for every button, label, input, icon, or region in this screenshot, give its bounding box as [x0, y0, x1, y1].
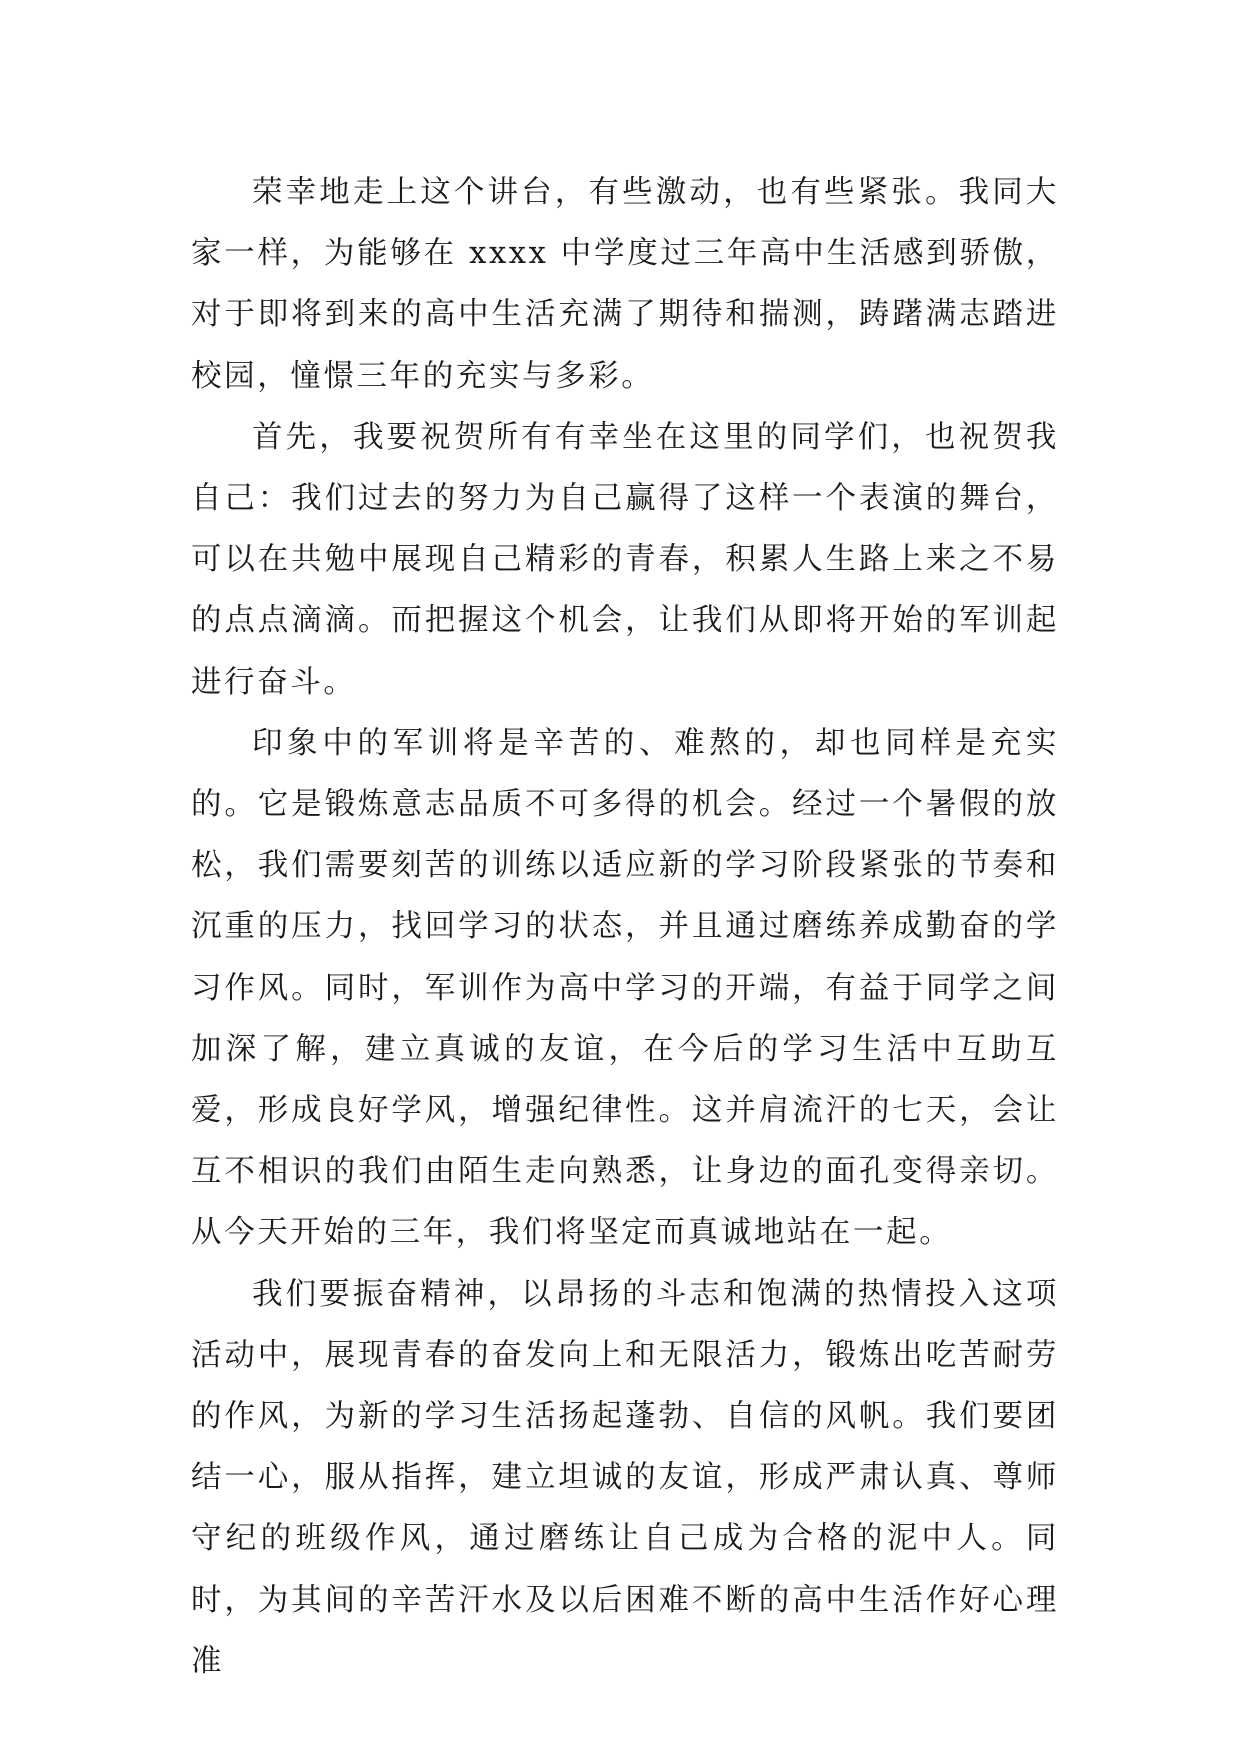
paragraph: 首先，我要祝贺所有有幸坐在这里的同学们，也祝贺我自己：我们过去的努力为自己赢得了这样一个表演的舞台，可以在共勉中展现自己精彩的青春，积累人生路上来之不易的点点滴滴。而把握这个机会，让我们从即将开始的军训起进行奋斗。: [191, 419, 1059, 700]
document-body: [191, 162, 1059, 1692]
paragraph: 印象中的军训将是辛苦的、难熬的，却也同样是充实的。它是锻炼意志品质不可多得的机会。经过一个暑假的放松，我们需要刻苦的训练以适应新的学习阶段紧张的节奏和沉重的压力，找回学习的状态，并且通过磨练养成勤奋的学习作风。同时，军训作为高中学习的开端，有益于同学之间加深了解，建立真诚的友谊，在今后的学习生活中互助互爱，形成良好学风，增强纪律性。这并肩流汗的七天，会让互不相识的我们由陌生走向熟悉，让身边的面孔变得亲切。从今天开始的三年，我们将坚定而真诚地站在一起。: [191, 725, 1059, 1251]
paragraph: 荣幸地走上这个讲台，有些激动，也有些紧张。我同大家一样，为能够在 xxxx 中学度过三年高中生活感到骄傲，对于即将到来的高中生活充满了期待和揣测，踌躇满志踏进校园，憧憬三年的充实与多彩。: [191, 175, 1059, 394]
paragraph: 我们要振奋精神，以昂扬的斗志和饱满的热情投入这项活动中，展现青春的奋发向上和无限活力，锻炼出吃苦耐劳的作风，为新的学习生活扬起蓬勃、自信的风帆。我们要团结一心，服从指挥，建立坦诚的友谊，形成严肃认真、尊师守纪的班级作风，通过磨练让自己成为合格的泥中人。同时，为其间的辛苦汗水及以后困难不断的高中生活作好心理准: [191, 1276, 1059, 1679]
